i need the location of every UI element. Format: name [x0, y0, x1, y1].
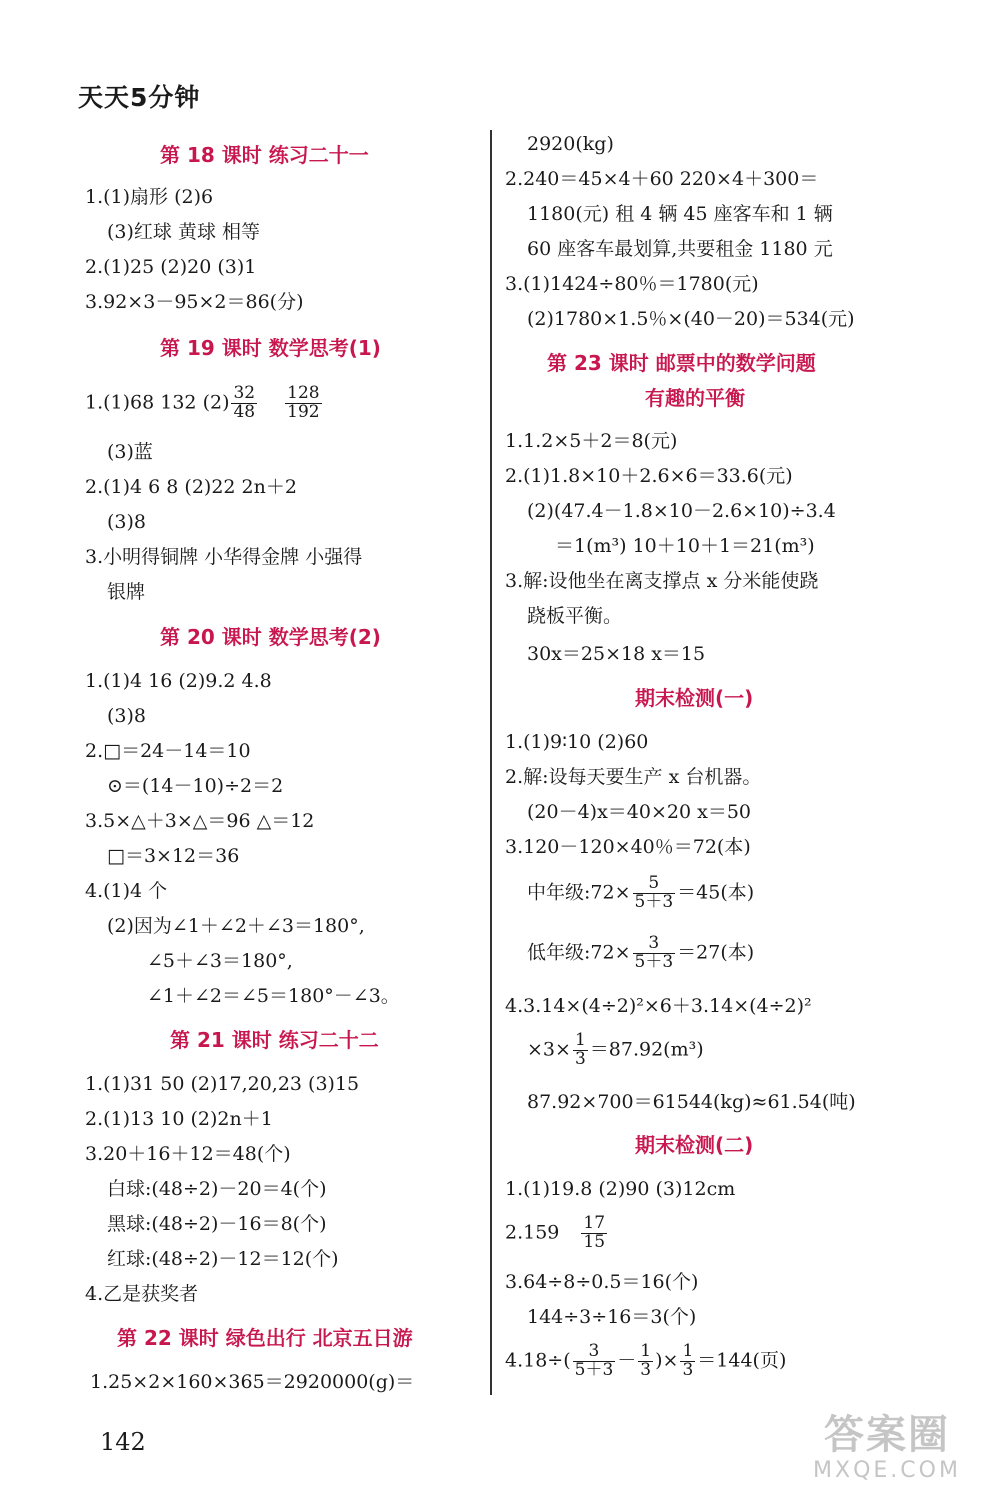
watermark-logo-text: 答案圈 — [824, 1412, 950, 1458]
answer-line: 跷板平衡。 — [527, 605, 623, 627]
answer-line — [527, 875, 754, 912]
answer-line: ∠1＋∠2＝∠5＝180°－∠3。 — [147, 985, 400, 1007]
answer-line — [527, 1032, 704, 1069]
answer-text: 1.(1)68 132 (2) — [85, 391, 230, 414]
answer-line: 1.25×2×160×365＝2920000(g)＝ — [90, 1371, 415, 1393]
answer-line: 4.3.14×(4÷2)²×6＋3.14×(4÷2)² — [505, 995, 812, 1017]
fraction: $\frac{1}{3}$ — [574, 1030, 586, 1069]
answer-line — [505, 1343, 786, 1380]
answer-line: 1.(1)9∶10 (2)60 — [505, 731, 649, 753]
answer-line: (3)红球 黄球 相等 — [107, 221, 260, 243]
answer-line — [85, 385, 324, 422]
answer-text: ＝27(本) — [677, 941, 755, 964]
answer-text: ＝87.92(m³) — [589, 1038, 704, 1061]
answer-line: 1180(元) 租 4 辆 45 座客车和 1 辆 — [527, 203, 833, 225]
answer-line: 30x＝25×18 x＝15 — [527, 643, 706, 665]
section-subtitle-23: 有趣的平衡 — [645, 386, 745, 410]
answer-line: 3.小明得铜牌 小华得金牌 小强得 — [85, 546, 363, 568]
answer-text: ＝144(页) — [697, 1349, 787, 1372]
answer-line: 1.(1)4 16 (2)9.2 4.8 — [85, 670, 272, 692]
answer-line: 1.1.2×5＋2＝8(元) — [505, 430, 678, 452]
answer-line: ∠5＋∠3＝180°, — [147, 950, 293, 972]
answer-text: ＝45(本) — [677, 881, 755, 904]
fraction: $\frac{32}{48}$ — [233, 383, 256, 422]
answer-line: 2.240＝45×4＋60 220×4＋300＝ — [505, 168, 819, 190]
answer-line: 2.(1)4 6 8 (2)22 2n＋2 — [85, 476, 297, 498]
answer-line: 60 座客车最划算,共要租金 1180 元 — [527, 238, 833, 260]
answer-line: 2.(1)25 (2)20 (3)1 — [85, 256, 257, 278]
fraction: $\frac{3}{5+3}$ — [574, 1341, 614, 1380]
answer-text: ×3× — [527, 1038, 571, 1061]
answer-line: (3)8 — [107, 511, 147, 533]
fraction: $\frac{3}{5+3}$ — [634, 933, 674, 972]
answer-line: 银牌 — [107, 581, 146, 603]
section-title-22: 第 22 课时 绿色出行 北京五日游 — [117, 1326, 413, 1350]
section-title-23: 第 23 课时 邮票中的数学问题 — [547, 351, 816, 375]
section-title-21: 第 21 课时 练习二十二 — [170, 1028, 379, 1052]
watermark-logo — [792, 1412, 982, 1494]
section-title-18: 第 18 课时 练习二十一 — [160, 143, 369, 167]
fraction: $\frac{128}{192}$ — [287, 383, 320, 422]
fraction: $\frac{1}{3}$ — [682, 1341, 694, 1380]
answer-line: 2.(1)13 10 (2)2n＋1 — [85, 1108, 273, 1130]
answer-line: 2.(1)1.8×10＋2.6×6＝33.6(元) — [505, 465, 793, 487]
answer-line: 2.□＝24－14＝10 — [85, 740, 251, 762]
answer-line: 3.92×3－95×2＝86(分) — [85, 291, 304, 313]
section-title-exam1: 期末检测(一) — [635, 686, 754, 710]
watermark-url: MXQE.COM — [813, 1458, 961, 1483]
answer-line: 4.(1)4 个 — [85, 880, 168, 902]
answer-line: 1.(1)扇形 (2)6 — [85, 186, 214, 208]
answer-line — [527, 935, 754, 972]
answer-line: 4.乙是获奖者 — [85, 1283, 199, 1305]
page-number: 142 — [100, 1428, 146, 1456]
answer-line: □＝3×12＝36 — [107, 845, 240, 867]
answer-text: － — [617, 1349, 637, 1372]
answer-line: (2)因为∠1＋∠2＋∠3＝180°, — [107, 915, 365, 937]
answer-text: 中年级:72× — [527, 881, 631, 904]
answer-text: 4.18÷( — [505, 1349, 571, 1372]
answer-line: 白球:(48÷2)－20＝4(个) — [107, 1178, 327, 1200]
answer-line: (3)蓝 — [107, 441, 153, 463]
answer-line: 黑球:(48÷2)－16＝8(个) — [107, 1213, 327, 1235]
answer-line: 2920(kg) — [527, 133, 614, 155]
answer-text: 2.159 — [505, 1221, 560, 1244]
answer-line: ＝1(m³) 10＋10＋1＝21(m³) — [555, 535, 815, 557]
answer-line: 1.(1)19.8 (2)90 (3)12cm — [505, 1178, 736, 1200]
answer-line: 87.92×700＝61544(kg)≈61.54(吨) — [527, 1091, 856, 1113]
answer-line: 3.解:设他坐在离支撑点 x 分米能使跷 — [505, 570, 819, 592]
section-title-exam2: 期末检测(二) — [635, 1133, 754, 1157]
section-title-19: 第 19 课时 数学思考(1) — [160, 336, 381, 360]
answer-line: (2)1780×1.5％×(40－20)＝534(元) — [527, 308, 855, 330]
answer-line: (20－4)x＝40×20 x＝50 — [527, 801, 752, 823]
fraction: $\frac{5}{5+3}$ — [634, 873, 674, 912]
answer-line — [505, 1215, 609, 1252]
answer-line: 红球:(48÷2)－12＝12(个) — [107, 1248, 339, 1270]
answer-line: 3.120－120×40％＝72(本) — [505, 836, 751, 858]
answer-line: (3)8 — [107, 705, 147, 727]
fraction: $\frac{17}{15}$ — [583, 1213, 606, 1252]
answer-line: 3.64÷8÷0.5＝16(个) — [505, 1271, 699, 1293]
section-title-20: 第 20 课时 数学思考(2) — [160, 625, 381, 649]
column-divider — [490, 130, 492, 1395]
answer-text: 低年级:72× — [527, 941, 631, 964]
answer-line: 3.(1)1424÷80％＝1780(元) — [505, 273, 759, 295]
answer-line: (2)(47.4－1.8×10－2.6×10)÷3.4 — [527, 500, 836, 522]
answer-line: 2.解:设每天要生产 x 台机器。 — [505, 766, 762, 788]
page-header: 天天5分钟 — [78, 83, 201, 112]
answer-line: 3.20＋16＋12＝48(个) — [85, 1143, 291, 1165]
answer-line: ⊙＝(14－10)÷2＝2 — [107, 775, 284, 797]
answer-text: )× — [655, 1349, 679, 1372]
fraction: $\frac{1}{3}$ — [640, 1341, 652, 1380]
answer-line: 144÷3÷16＝3(个) — [527, 1306, 697, 1328]
answer-line: 1.(1)31 50 (2)17,20,23 (3)15 — [85, 1073, 360, 1095]
answer-line: 3.5×△＋3×△＝96 △＝12 — [85, 810, 315, 832]
